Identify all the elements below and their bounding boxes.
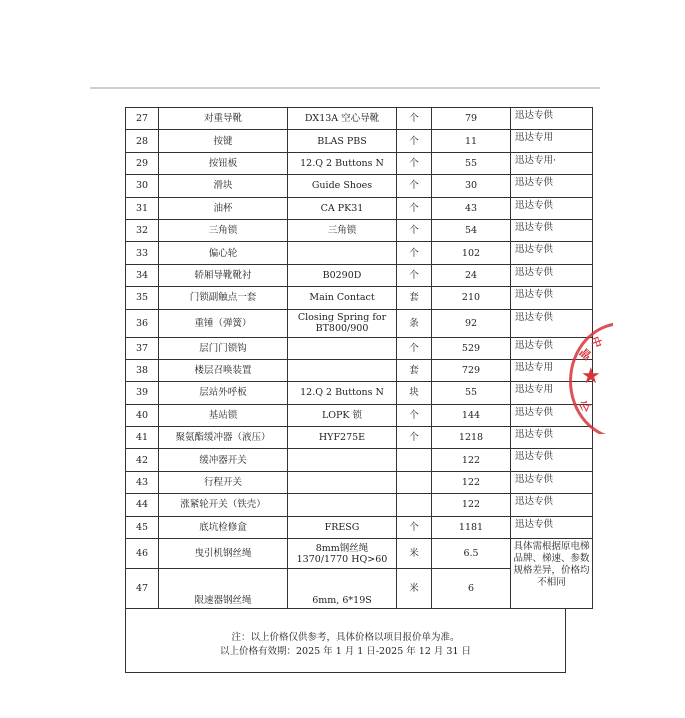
seal-char: 中 bbox=[588, 334, 605, 350]
table-row bbox=[126, 175, 593, 197]
item-model: 12.Q 2 Buttons N bbox=[288, 382, 397, 404]
item-unit: 个 bbox=[397, 337, 432, 359]
item-note: 迅达专供 bbox=[511, 404, 593, 426]
scan-edge-line bbox=[90, 87, 600, 89]
item-note: 迅达专供 bbox=[511, 471, 593, 493]
item-model bbox=[288, 494, 397, 516]
item-price: 122 bbox=[432, 449, 511, 471]
item-number: 45 bbox=[126, 516, 159, 538]
item-price: 529 bbox=[432, 337, 511, 359]
table-row bbox=[126, 197, 593, 219]
item-name: 按钮板 bbox=[159, 152, 288, 174]
table-row bbox=[126, 359, 593, 381]
item-note: 迅达专用 bbox=[511, 359, 593, 381]
item-note: 迅达专供 bbox=[511, 309, 593, 337]
item-name: 按键 bbox=[159, 130, 288, 152]
item-name: 行程开关 bbox=[159, 471, 288, 493]
item-model: LOPK 锁 bbox=[288, 404, 397, 426]
item-unit bbox=[397, 449, 432, 471]
item-model: Closing Spring for BT800/900 bbox=[288, 309, 397, 337]
table-row bbox=[126, 494, 593, 516]
item-number: 35 bbox=[126, 287, 159, 309]
item-name: 油杯 bbox=[159, 197, 288, 219]
item-model: 8mm钢丝绳 1370/1770 HQ>60 bbox=[288, 539, 397, 569]
item-name: 涨紧轮开关（铁壳） bbox=[159, 494, 288, 516]
item-name: 基站锁 bbox=[159, 404, 288, 426]
item-note: 迅达专供 bbox=[511, 337, 593, 359]
item-model bbox=[288, 449, 397, 471]
item-price: 144 bbox=[432, 404, 511, 426]
item-note: 迅达专用 bbox=[511, 130, 593, 152]
item-unit: 个 bbox=[397, 108, 432, 130]
item-name: 三角锁 bbox=[159, 219, 288, 241]
item-number: 41 bbox=[126, 427, 159, 449]
item-model: FRESG bbox=[288, 516, 397, 538]
item-name: 楼层召唤装置 bbox=[159, 359, 288, 381]
item-number: 38 bbox=[126, 359, 159, 381]
item-note: 迅达专供 bbox=[511, 197, 593, 219]
item-name: 缓冲器开关 bbox=[159, 449, 288, 471]
item-number: 31 bbox=[126, 197, 159, 219]
item-unit bbox=[397, 471, 432, 493]
item-number: 28 bbox=[126, 130, 159, 152]
item-unit bbox=[397, 494, 432, 516]
item-price: 122 bbox=[432, 494, 511, 516]
item-price: 102 bbox=[432, 242, 511, 264]
item-unit: 米 bbox=[397, 569, 432, 609]
item-model: 6mm, 6*19S bbox=[288, 569, 397, 609]
item-unit: 个 bbox=[397, 175, 432, 197]
table-row bbox=[126, 382, 593, 404]
item-name: 限速器钢丝绳 bbox=[159, 569, 288, 609]
item-unit: 套 bbox=[397, 287, 432, 309]
item-number: 44 bbox=[126, 494, 159, 516]
item-note: 迅达专供 bbox=[511, 108, 593, 130]
item-name: 层站外呼板 bbox=[159, 382, 288, 404]
note-line-1: 注：以上价格仅供参考，具体价格以项目报价单为准。 bbox=[231, 632, 460, 644]
item-model bbox=[288, 242, 397, 264]
item-name: 轿厢导靴靴衬 bbox=[159, 264, 288, 286]
table-row bbox=[126, 130, 593, 152]
table-row bbox=[126, 449, 593, 471]
item-unit: 个 bbox=[397, 197, 432, 219]
item-number: 32 bbox=[126, 219, 159, 241]
item-unit: 条 bbox=[397, 309, 432, 337]
table-row bbox=[126, 427, 593, 449]
item-unit: 个 bbox=[397, 516, 432, 538]
item-name: 曳引机钢丝绳 bbox=[159, 539, 288, 569]
item-price: 55 bbox=[432, 152, 511, 174]
item-unit: 块 bbox=[397, 382, 432, 404]
item-price: 11 bbox=[432, 130, 511, 152]
table-row bbox=[126, 337, 593, 359]
item-note: 迅达专供 bbox=[511, 449, 593, 471]
item-model: B0290D bbox=[288, 264, 397, 286]
item-name: 偏心轮 bbox=[159, 242, 288, 264]
item-price: 92 bbox=[432, 309, 511, 337]
item-number: 42 bbox=[126, 449, 159, 471]
item-unit: 个 bbox=[397, 219, 432, 241]
item-unit: 套 bbox=[397, 359, 432, 381]
item-price: 729 bbox=[432, 359, 511, 381]
item-model bbox=[288, 471, 397, 493]
item-model: BLAS PBS bbox=[288, 130, 397, 152]
item-model: HYF275E bbox=[288, 427, 397, 449]
item-number: 34 bbox=[126, 264, 159, 286]
table-row bbox=[126, 539, 593, 569]
item-price: 79 bbox=[432, 108, 511, 130]
item-note: 迅达专供 bbox=[511, 219, 593, 241]
item-name: 对重导靴 bbox=[159, 108, 288, 130]
item-number: 46 bbox=[126, 539, 159, 569]
table-row bbox=[126, 287, 593, 309]
item-unit: 个 bbox=[397, 130, 432, 152]
item-price: 1181 bbox=[432, 516, 511, 538]
item-price: 6 bbox=[432, 569, 511, 609]
item-note: 迅达专供 bbox=[511, 516, 593, 538]
item-number: 36 bbox=[126, 309, 159, 337]
item-note: 迅达专供 bbox=[511, 175, 593, 197]
item-name: 聚氨酯缓冲器（液压） bbox=[159, 427, 288, 449]
item-model: CA PK31 bbox=[288, 197, 397, 219]
item-model: 三角锁 bbox=[288, 219, 397, 241]
item-unit: 个 bbox=[397, 427, 432, 449]
item-number: 37 bbox=[126, 337, 159, 359]
table-row bbox=[126, 219, 593, 241]
price-note-footer bbox=[125, 609, 566, 673]
seal-char: 晶 bbox=[576, 345, 594, 363]
table-row bbox=[126, 152, 593, 174]
note-line-2: 以上价格有效期：2025 年 1 月 1 日-2025 年 12 月 31 日 bbox=[219, 646, 472, 658]
item-number: 27 bbox=[126, 108, 159, 130]
seal-star-icon: ★ bbox=[581, 364, 601, 389]
table-row bbox=[126, 242, 593, 264]
table-row bbox=[126, 516, 593, 538]
item-price: 43 bbox=[432, 197, 511, 219]
item-unit: 个 bbox=[397, 152, 432, 174]
item-price: 30 bbox=[432, 175, 511, 197]
price-list-sheet bbox=[125, 107, 590, 673]
item-unit: 个 bbox=[397, 404, 432, 426]
table-row bbox=[126, 108, 593, 130]
company-seal bbox=[567, 322, 613, 434]
item-note: 迅达专用· bbox=[511, 152, 593, 174]
item-price: 6.5 bbox=[432, 539, 511, 569]
item-unit: 个 bbox=[397, 264, 432, 286]
item-number: 33 bbox=[126, 242, 159, 264]
item-name: 底坑检修盒 bbox=[159, 516, 288, 538]
item-note: 迅达专用 bbox=[511, 382, 593, 404]
item-model: Main Contact bbox=[288, 287, 397, 309]
item-price: 24 bbox=[432, 264, 511, 286]
item-price: 55 bbox=[432, 382, 511, 404]
item-name: 重锤（弹簧） bbox=[159, 309, 288, 337]
item-name: 门锁副触点一套 bbox=[159, 287, 288, 309]
table-row bbox=[126, 471, 593, 493]
item-unit: 个 bbox=[397, 242, 432, 264]
item-number: 47 bbox=[126, 569, 159, 609]
item-price: 210 bbox=[432, 287, 511, 309]
item-model bbox=[288, 337, 397, 359]
item-note: 迅达专供 bbox=[511, 242, 593, 264]
item-price: 122 bbox=[432, 471, 511, 493]
item-price: 54 bbox=[432, 219, 511, 241]
item-name: 滑块 bbox=[159, 175, 288, 197]
seal-char: 公 bbox=[576, 398, 594, 415]
item-unit: 米 bbox=[397, 539, 432, 569]
item-note: 迅达专供 bbox=[511, 494, 593, 516]
item-note: 迅达专供 bbox=[511, 287, 593, 309]
item-note-merged: 具体需根据原电梯品牌、梯速、参数规格差异，价格均不相同 bbox=[511, 539, 593, 609]
item-model: 12.Q 2 Buttons N bbox=[288, 152, 397, 174]
item-model bbox=[288, 359, 397, 381]
item-number: 39 bbox=[126, 382, 159, 404]
table-row bbox=[126, 404, 593, 426]
item-model: DX13A 空心导靴 bbox=[288, 108, 397, 130]
item-model: Guide Shoes bbox=[288, 175, 397, 197]
table-row bbox=[126, 264, 593, 286]
item-name: 层门门锁钩 bbox=[159, 337, 288, 359]
item-number: 30 bbox=[126, 175, 159, 197]
table-row bbox=[126, 309, 593, 337]
item-price: 1218 bbox=[432, 427, 511, 449]
item-number: 43 bbox=[126, 471, 159, 493]
price-table bbox=[125, 107, 593, 609]
item-note: 迅达专供 bbox=[511, 427, 593, 449]
item-number: 40 bbox=[126, 404, 159, 426]
item-number: 29 bbox=[126, 152, 159, 174]
item-note: 迅达专供 bbox=[511, 264, 593, 286]
